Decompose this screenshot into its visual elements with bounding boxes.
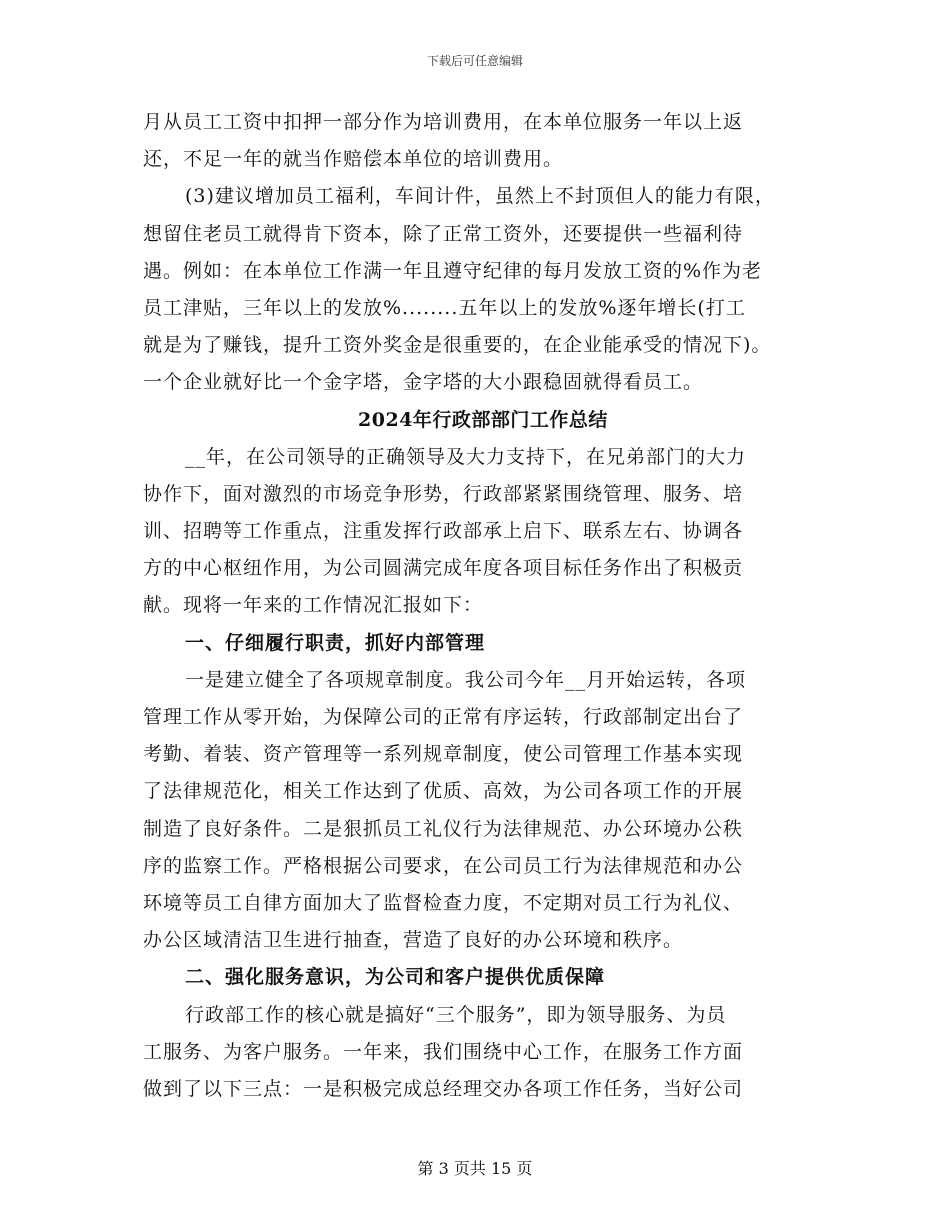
- body-line: 还，不足一年的就当作赔偿本单位的培训费用。: [143, 148, 564, 171]
- body-line: 了法律规范化，相关工作达到了优质、高效，为公司各项工作的开展: [143, 780, 744, 803]
- body-line: 遇。例如：在本单位工作满一年且遵守纪律的每月发放工资的%作为老: [143, 259, 763, 282]
- body-line: 制造了良好条件。二是狠抓员工礼仪行为法律规范、办公环境办公秩: [143, 817, 744, 840]
- section-title: 2024年行政部部门工作总结: [358, 408, 608, 431]
- body-line: 员工津贴，三年以上的发放%........五年以上的发放%逐年增长(打工: [143, 296, 746, 319]
- body-line: 献。现将一年来的工作情况汇报如下：: [143, 594, 484, 617]
- body-line: 工服务、为客户服务。一年来，我们围绕中心工作，在服务工作方面: [143, 1040, 744, 1063]
- body-line: 方的中心枢纽作用，为公司圆满完成年度各项目标任务作出了积极贡: [143, 557, 744, 580]
- body-line: 做到了以下三点：一是积极完成总经理交办各项工作任务，当好公司: [143, 1077, 744, 1100]
- body-line: 月从员工工资中扣押一部分作为培训费用，在本单位服务一年以上返: [143, 111, 744, 133]
- body-line: 办公区域清洁卫生进行抽查，营造了良好的办公环境和秩序。: [143, 929, 684, 952]
- page-header: 下载后可任意编辑: [426, 54, 523, 68]
- body-line: 管理工作从零开始，为保障公司的正常有序运转，行政部制定出台了: [143, 706, 744, 728]
- body-line: (3)建议增加员工福利，车间计件，虽然上不封顶但人的能力有限，: [185, 185, 775, 208]
- body-line: 行政部工作的核心就是搞好“三个服务”，即为领导服务、为员: [185, 1003, 727, 1026]
- page-footer: 第 3 页共 15 页: [417, 1159, 533, 1178]
- body-line: 考勤、着装、资产管理等一系列规章制度，使公司管理工作基本实现: [143, 743, 744, 766]
- body-line: 环境等员工自律方面加大了监督检查力度，不定期对员工行为礼仪、: [143, 891, 744, 914]
- body-line: 一个企业就好比一个金字塔，金字塔的大小跟稳固就得看员工。: [143, 371, 704, 394]
- document-body: [143, 104, 823, 1108]
- body-line: 就是为了赚钱，提升工资外奖金是很重要的，在企业能承受的情况下)。: [143, 334, 772, 357]
- body-line: 序的监察工作。严格根据公司要求，在公司员工行为法律规范和办公: [143, 854, 744, 877]
- body-line: 训、招聘等工作重点，注重发挥行政部承上启下、联系左右、协调各: [143, 520, 744, 543]
- body-line: 想留住老员工就得肯下资本，除了正常工资外，还要提供一些福利待: [143, 222, 744, 245]
- body-line: __年，在公司领导的正确领导及大力支持下，在兄弟部门的大力: [185, 445, 747, 468]
- subheading-1: 一、仔细履行职责，抓好内部管理: [185, 631, 486, 654]
- body-line: 协作下，面对激烈的市场竞争形势，行政部紧紧围绕管理、服务、培: [143, 482, 744, 505]
- body-line: 一是建立健全了各项规章制度。我公司今年__月开始运转，各项: [185, 668, 747, 691]
- subheading-2: 二、强化服务意识，为公司和客户提供优质保障: [185, 966, 606, 989]
